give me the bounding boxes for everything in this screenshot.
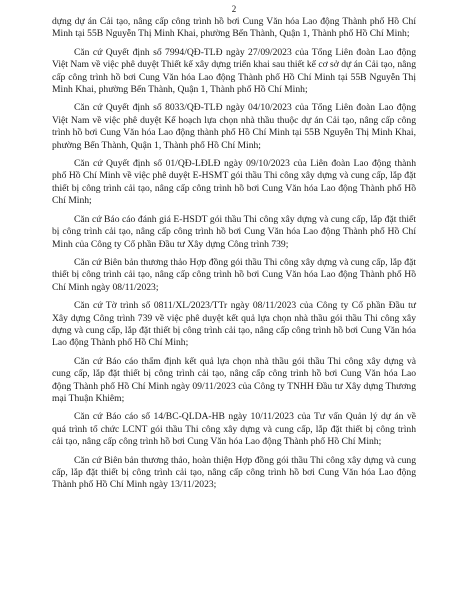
- paragraph-report-14: Căn cứ Báo cáo số 14/BC-QLDA-HB ngày 10/11/2023 của Tư vấn Quản lý dự án về quá trình tổ chức LCNT gói thầu Thi công xây dựng và cung cấp, lắp đặt thiết bị công trình cải tạo, nâng cấp công trình hồ bơi Cung Văn hóa Lao động Thành phố Hồ Chí Minh;: [52, 411, 416, 448]
- paragraph-contract-finalization: Căn cứ Biên bản thương thảo, hoàn thiện Hợp đồng gói thầu Thi công xây dựng và cung cấp, lắp đặt thiết bị công trình cải tạo, nâng cấp công trình hồ bơi Cung Văn hóa Lao động Thành phố Hồ Chí Minh ngày 13/11/2023;: [52, 454, 416, 491]
- paragraph-continuation: dựng dự án Cải tạo, nâng cấp công trình hồ bơi Cung Văn hóa Lao động Thành phố Hồ Chí Minh tại 55B Nguyễn Thị Minh Khai, phường Bến Thành, Quận 1, Thành phố Hồ Chí Minh;: [52, 16, 416, 40]
- paragraph-decision-8033: Căn cứ Quyết định số 8033/QĐ-TLĐ ngày 04/10/2023 của Tổng Liên đoàn Lao động Việt Nam về việc phê duyệt Kế hoạch lựa chọn nhà thầu thuộc dự án Cải tạo, nâng cấp công trình hồ bơi Cung Văn hóa Lao động thành phố Hồ Chí Minh tại 55B Nguyễn Thị Minh Khai, phường Bến Thành, Quận 1, Thành phố Hồ Chí Minh;: [52, 102, 416, 151]
- paragraph-negotiation-minutes: Căn cứ Biên bản thương thảo Hợp đồng gói thầu Thi công xây dựng và cung cấp, lắp đặt thiết bị công trình cải tạo, nâng cấp công trình hồ bơi Cung Văn hóa Lao động Thành phố Hồ Chí Minh ngày 08/11/2023;: [52, 256, 416, 293]
- paragraph-decision-7994: Căn cứ Quyết định số 7994/QĐ-TLĐ ngày 27/09/2023 của Tổng Liên đoàn Lao động Việt Nam về việc phê duyệt Thiết kế xây dựng triển khai sau thiết kế cơ sở dự án Cải tạo, nâng cấp công trình hồ bơi Cung Văn hóa Lao động Thành phố Hồ Chí Minh tại 55B Nguyễn Thị Minh Khai, phường Bến Thành, Quận 1, Thành phố Hồ Chí Minh;: [52, 46, 416, 96]
- paragraph-ehsdt-report: Căn cứ Báo cáo đánh giá E-HSDT gói thầu Thi công xây dựng và cung cấp, lắp đặt thiết bị công trình cải tạo, nâng cấp công trình hồ bơi Cung Văn hóa Lao động Thành phố Hồ Chí Minh của Công ty Cổ phần Đầu tư Xây dựng Công trình 739;: [52, 213, 416, 250]
- page-number: 2: [231, 4, 237, 14]
- paragraph-submission-0811: Căn cứ Tờ trình số 0811/XL/2023/TTr ngày 08/11/2023 của Công ty Cổ phần Đầu tư Xây dựng Công trình 739 về việc phê duyệt kết quả lựa chọn nhà thầu gói thầu Thi công xây dựng và cung cấp, lắp đặt thiết bị công trình cải tạo, nâng cấp công trình hồ bơi Cung Văn hóa Lao động Thành phố Hồ Chí Minh;: [52, 300, 416, 349]
- paragraph-appraisal-report: Căn cứ Báo cáo thẩm định kết quả lựa chọn nhà thầu gói thầu Thi công xây dựng và cung cấp, lắp đặt thiết bị công trình cải tạo, nâng cấp công trình hồ bơi Cung Văn hóa Lao động Thành phố Hồ Chí Minh ngày 09/11/2023 của Công ty TNHH Đầu tư Xây dựng Thương mại Thuận Khiêm;: [52, 355, 416, 404]
- paragraph-decision-01: Căn cứ Quyết định số 01/QĐ-LĐLĐ ngày 09/10/2023 của Liên đoàn Lao động thành phố Hồ Chí Minh về việc phê duyệt E-HSMT gói thầu Thi công xây dựng và cung cấp, lắp đặt thiết bị công trình cải tạo, nâng cấp công trình hồ bơi Cung Văn hóa Lao động Thành phố Hồ Chí Minh;: [52, 158, 416, 207]
